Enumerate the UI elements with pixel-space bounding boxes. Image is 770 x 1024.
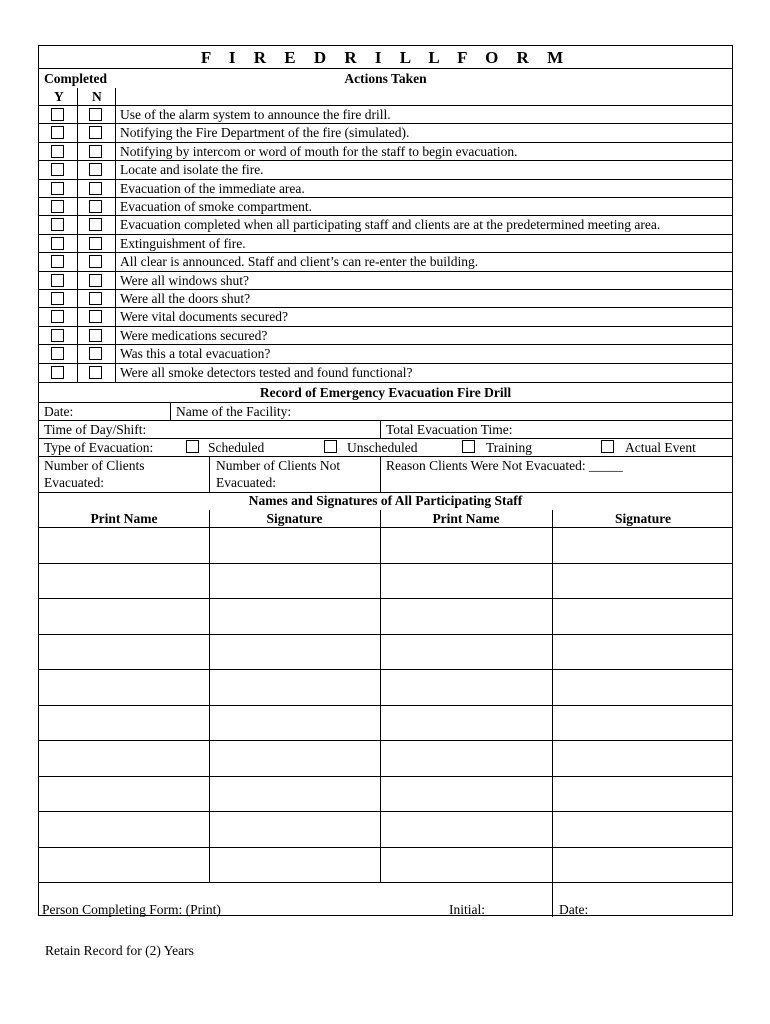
facility-label: Name of the Facility:	[176, 404, 292, 419]
no-checkbox[interactable]	[89, 329, 102, 342]
signature-cell[interactable]	[552, 634, 734, 670]
actual-event-checkbox[interactable]	[601, 440, 614, 453]
action-item: Notifying the Fire Department of the fire (simulated).	[120, 125, 410, 141]
no-checkbox[interactable]	[89, 126, 102, 139]
completion-date-label: Date:	[559, 902, 589, 917]
print-name-cell[interactable]	[39, 669, 209, 705]
print-name-cell[interactable]	[380, 598, 552, 634]
print-name-cell[interactable]	[39, 527, 209, 563]
action-item: Were medications secured?	[120, 327, 268, 343]
person-completing-label: Person Completing Form: (Print)	[42, 902, 221, 917]
training-label: Training	[486, 440, 533, 455]
signature-cell[interactable]	[209, 847, 380, 883]
signature-cell[interactable]	[552, 811, 734, 847]
type-label: Type of Evacuation:	[44, 440, 154, 455]
print-name-cell[interactable]	[39, 634, 209, 670]
yes-checkbox[interactable]	[51, 200, 64, 213]
training-checkbox[interactable]	[462, 440, 475, 453]
signature-cell[interactable]	[209, 563, 380, 599]
yes-checkbox[interactable]	[51, 237, 64, 250]
signature-cell[interactable]	[209, 598, 380, 634]
staff-heading: Names and Signatures of All Participating Staff	[248, 493, 523, 508]
print-name-cell[interactable]	[380, 527, 552, 563]
no-checkbox[interactable]	[89, 163, 102, 176]
clients-evacuated-line1: Number of Clients	[44, 458, 145, 473]
signature-cell[interactable]	[552, 563, 734, 599]
yes-checkbox[interactable]	[51, 347, 64, 360]
clients-evacuated-line2: Evacuated:	[44, 475, 104, 490]
retain-record-note: Retain Record for (2) Years	[45, 943, 194, 958]
form-title: F I R E D R I L L F O R M	[200, 48, 571, 67]
signature-cell[interactable]	[209, 776, 380, 812]
no-checkbox[interactable]	[89, 145, 102, 158]
signature-cell[interactable]	[209, 705, 380, 741]
print-name-cell[interactable]	[39, 811, 209, 847]
yes-checkbox[interactable]	[51, 108, 64, 121]
signature-cell[interactable]	[209, 811, 380, 847]
yes-checkbox[interactable]	[51, 292, 64, 305]
col-signature-1: Signature	[266, 511, 323, 526]
yes-checkbox[interactable]	[51, 310, 64, 323]
reason-label: Reason Clients Were Not Evacuated: _____	[386, 458, 623, 473]
signature-cell[interactable]	[552, 740, 734, 776]
action-item: Were all the doors shut?	[120, 291, 251, 306]
yes-checkbox[interactable]	[51, 182, 64, 195]
print-name-cell[interactable]	[380, 563, 552, 599]
print-name-cell[interactable]	[39, 563, 209, 599]
yes-checkbox[interactable]	[51, 329, 64, 342]
col-print-name-1: Print Name	[90, 511, 158, 526]
no-checkbox[interactable]	[89, 182, 102, 195]
no-checkbox[interactable]	[89, 310, 102, 323]
yes-checkbox[interactable]	[51, 274, 64, 287]
signature-cell[interactable]	[552, 527, 734, 563]
col-signature-2: Signature	[614, 511, 671, 526]
yes-checkbox[interactable]	[51, 366, 64, 379]
no-checkbox[interactable]	[89, 200, 102, 213]
print-name-cell[interactable]	[380, 847, 552, 883]
col-print-name-2: Print Name	[432, 511, 500, 526]
unscheduled-label: Unscheduled	[347, 440, 418, 455]
print-name-cell[interactable]	[39, 847, 209, 883]
action-item: Were vital documents secured?	[120, 309, 288, 325]
signature-cell[interactable]	[552, 669, 734, 705]
action-item: Were all smoke detectors tested and found functional?	[120, 364, 413, 380]
fire-drill-form	[38, 45, 733, 916]
action-item: Were all windows shut?	[120, 272, 250, 288]
time-label: Time of Day/Shift:	[44, 422, 147, 437]
actual-event-label: Actual Event	[625, 440, 696, 455]
yes-checkbox[interactable]	[51, 145, 64, 158]
signature-cell[interactable]	[552, 776, 734, 812]
clients-not-evacuated-line2: Evacuated:	[216, 475, 276, 490]
actions-taken-label: Actions Taken	[344, 71, 427, 86]
signature-cell[interactable]	[209, 740, 380, 776]
yes-label: Y	[54, 89, 64, 104]
date-label: Date:	[44, 404, 74, 419]
signature-cell[interactable]	[552, 598, 734, 634]
print-name-cell[interactable]	[380, 740, 552, 776]
print-name-cell[interactable]	[380, 776, 552, 812]
action-item: Use of the alarm system to announce the fire drill.	[120, 107, 391, 122]
action-item: Was this a total evacuation?	[120, 346, 271, 362]
no-checkbox[interactable]	[89, 255, 102, 268]
unscheduled-checkbox[interactable]	[324, 440, 337, 453]
action-item: Extinguishment of fire.	[120, 235, 246, 251]
yes-checkbox[interactable]	[51, 218, 64, 231]
scheduled-checkbox[interactable]	[186, 440, 199, 453]
action-item: Evacuation of the immediate area.	[120, 180, 305, 196]
print-name-cell[interactable]	[380, 811, 552, 847]
no-checkbox[interactable]	[89, 237, 102, 250]
print-name-cell[interactable]	[380, 669, 552, 705]
print-name-cell[interactable]	[39, 776, 209, 812]
signature-cell[interactable]	[209, 634, 380, 670]
completed-label: Completed	[44, 71, 107, 86]
no-checkbox[interactable]	[89, 108, 102, 121]
signature-cell[interactable]	[552, 705, 734, 741]
no-label: N	[92, 89, 102, 104]
signature-cell[interactable]	[552, 847, 734, 883]
total-time-label: Total Evacuation Time:	[386, 422, 513, 437]
initial-label: Initial:	[449, 902, 485, 917]
action-item: Evacuation of smoke compartment.	[120, 199, 312, 214]
action-item: Evacuation completed when all participating staff and clients are at the predetermined meeting area.	[120, 217, 661, 233]
print-name-cell[interactable]	[380, 634, 552, 670]
no-checkbox[interactable]	[89, 347, 102, 360]
signature-cell[interactable]	[209, 527, 380, 563]
print-name-cell[interactable]	[380, 705, 552, 741]
action-item: Notifying by intercom or word of mouth for the staff to begin evacuation.	[120, 143, 518, 159]
yes-checkbox[interactable]	[51, 255, 64, 268]
action-item: All clear is announced. Staff and client’s can re-enter the building.	[120, 254, 479, 270]
print-name-cell[interactable]	[39, 740, 209, 776]
action-item: Locate and isolate the fire.	[120, 162, 264, 178]
record-heading: Record of Emergency Evacuation Fire Drill	[259, 385, 512, 400]
signature-cell[interactable]	[209, 669, 380, 705]
yes-checkbox[interactable]	[51, 163, 64, 176]
no-checkbox[interactable]	[89, 366, 102, 379]
clients-not-evacuated-line1: Number of Clients Not	[216, 458, 341, 473]
scheduled-label: Scheduled	[208, 440, 265, 455]
no-checkbox[interactable]	[89, 292, 102, 305]
no-checkbox[interactable]	[89, 218, 102, 231]
yes-checkbox[interactable]	[51, 126, 64, 139]
print-name-cell[interactable]	[39, 598, 209, 634]
print-name-cell[interactable]	[39, 705, 209, 741]
no-checkbox[interactable]	[89, 274, 102, 287]
